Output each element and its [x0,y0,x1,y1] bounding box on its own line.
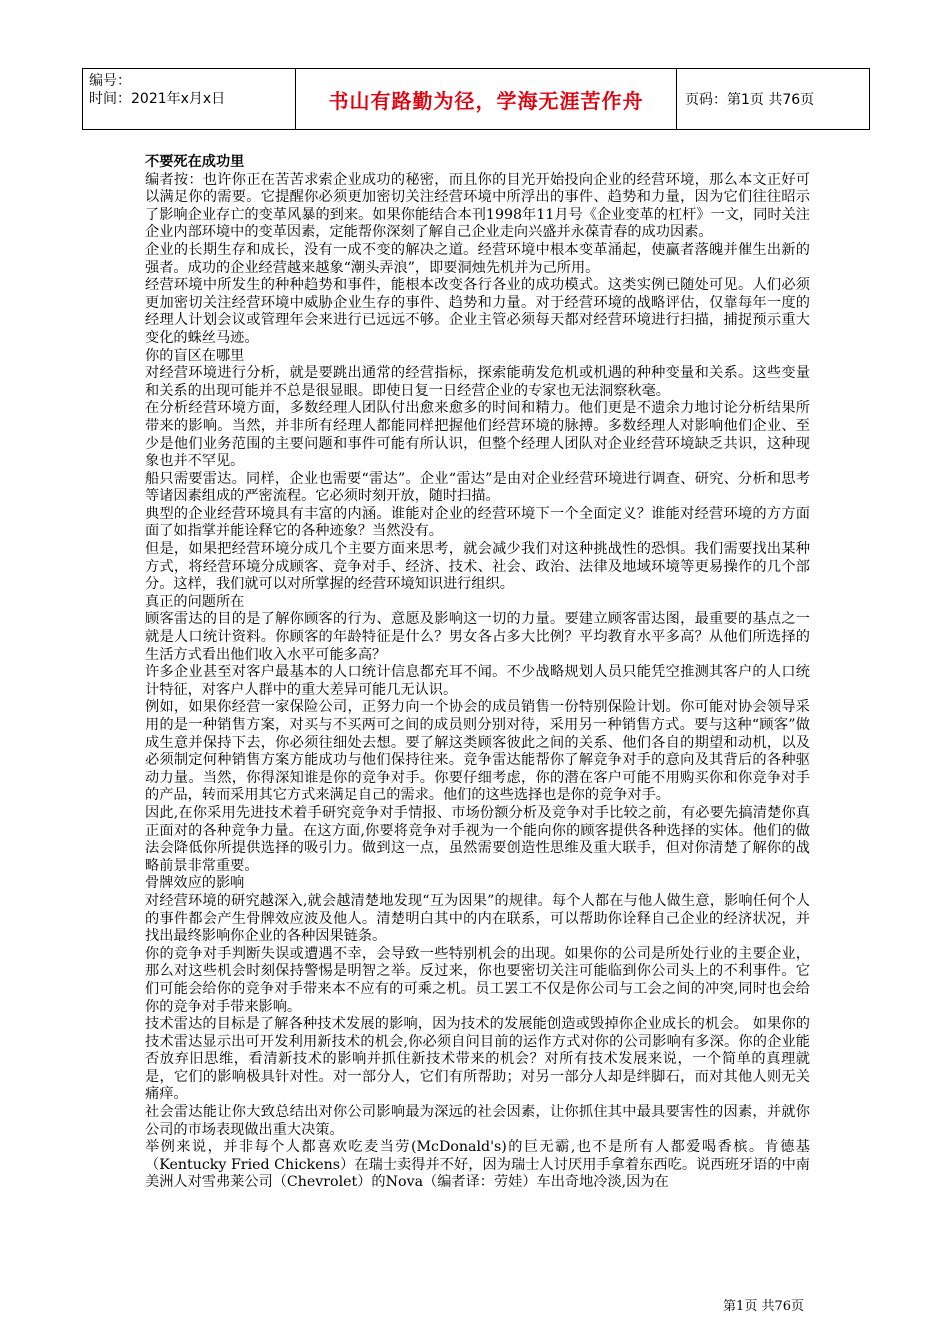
paragraph: 你的竞争对手判断失误或遭遇不幸，会导致一些特别机会的出现。如果你的公司是所处行业的主要企业，那么对这些机会时刻保持警惕是明智之举。反过来，你也要密切关注可能临到你公司头上的不利事件。它们可能会给你的竞争对手带来本不应有的可乘之机。员工罢工不仅是你公司与工会之间的冲突,同时也会给你的竞争对手带来影响。 [145,945,810,1015]
paragraph: 举例来说，并非每个人都喜欢吃麦当劳(McDonald's)的巨无霸,也不是所有人都爱喝香槟。肯德基（Kentucky Fried Chickens）在瑞士卖得并不好，因为瑞士人讨厌用手拿着东西吃。说西班牙语的中南美洲人对雪弗莱公司（Chevrolet）的Nova（编者译：劳娃）车出奇地冷淡,因为在 [145,1139,810,1191]
page-footer: 第1页 共76页 [723,1299,804,1314]
paragraph: 编者按：也许你正在苦苦求索企业成功的秘密，而且你的目光开始投向企业的经营环境，那么本文正好可以满足你的需要。它提醒你必须更加密切关注经营环境中所浮出的事件、趋势和力量，因为它们往往昭示了影响企业存亡的变革风暴的到来。如果你能结合本刊1998年11月号《企业变革的杠杆》一文，同时关注企业内部环境中的变革因素，定能帮你深刻了解自己企业走向兴盛并永葆青春的成功因素。 [145,171,810,241]
paragraph: 技术雷达的目标是了解各种技术发展的影响，因为技术的发展能创造或毁掉你企业成长的机会。 如果你的技术雷达显示出可开发利用新技术的机会,你必须自问目前的运作方式对你的公司影响有多深。你的企业能否放弃旧思维，看清新技术的影响并抓住新技术带来的机会？对所有技术发展来说，一个简单的真理就是，它们的影响极具针对性。对一部分人，它们有所帮助；对另一部分人却是绊脚石，而对其他人则无关痛痒。 [145,1016,810,1103]
paragraph: 典型的企业经营环境具有丰富的内涵。谁能对企业的经营环境下一个全面定义？谁能对经营环境的方方面面了如指掌并能诠释它的各种迹象？当然没有。 [145,505,810,540]
document-number-label: 编号： [89,73,131,89]
paragraph: 对经营环境进行分析，就是要跳出通常的经营指标，探索能萌发危机或机遇的种种变量和关系。这些变量和关系的出现可能并不总是很显眼。即使日复一日经营企业的专家也无法洞察秋毫。 [145,365,810,399]
header-page-code: 页码：第1页 共76页 [677,69,870,130]
paragraph: 船只需要雷达。同样，企业也需要“雷达”。企业“雷达”是由对企业经营环境进行调查、研究、分析和思考等诸因素组成的严密流程。它必须时刻开放，随时扫描。 [145,470,810,505]
header-meta-cell [83,69,296,130]
paragraph: 顾客雷达的目的是了解你顾客的行为、意愿及影响这一切的力量。要建立顾客雷达图，最重要的基点之一就是人口统计资料。你顾客的年龄特征是什么？男女各占多大比例？平均教育水平多高？从他们所选择的生活方式看出他们收入水平可能多高？ [145,611,810,663]
document-time-label: 时间：2021年x月x日 [89,91,226,107]
page-header [82,68,870,130]
paragraph: 但是，如果把经营环境分成几个主要方面来思考，就会减少我们对这种挑战性的恐惧。我们需要找出某种方式，将经营环境分成顾客、竞争对手、经济、技术、社会、政治、法律及地域环境等更易操作的几个部分。这样，我们就可以对所掌握的经营环境知识进行组织。 [145,541,810,593]
section-heading: 骨牌效应的影响 [145,875,245,892]
header-motto: 书山有路勤为径，学海无涯苦作舟 [296,69,677,130]
paragraph: 对经营环境的研究越深入,就会越清楚地发现“互为因果”的规律。每个人都在与他人做生意，影响任何个人的事件都会产生骨牌效应波及他人。清楚明白其中的内在联系，可以帮助你诠释自己企业的经济状况，并找出最终影响你企业的各种因果链条。 [145,892,810,945]
paragraph: 企业的长期生存和成长，没有一成不变的解决之道。经营环境中根本变革涌起，使赢者落魄并催生出新的强者。成功的企业经营越来越象“潮头弄浪”，即要洞烛先机并为己所用。 [145,241,810,276]
paragraph: 社会雷达能让你大致总结出对你公司影响最为深远的社会因素，让你抓住其中最具要害性的因素，并就你公司的市场表现做出重大决策。 [145,1104,810,1138]
section-heading: 你的盲区在哪里 [145,347,245,364]
paragraph: 例如，如果你经营一家保险公司，正努力向一个协会的成员销售一份特别保险计划。你可能对协会领导采用的是一种销售方案，对买与不买两可之间的成员则分别对待，采用另一种销售方式。要与这种“顾客”做成生意并保持下去，你必须往细处去想。要了解这类顾客彼此之间的关系、他们各自的期望和动机，以及必须制定何种销售方案方能成功与他们保持往来。竞争雷达能帮你了解竞争对手的意向及其背后的各种驱动力量。当然，你得深知谁是你的竞争对手。你要仔细考虑，你的潜在客户可能不用购买你和你竞争对手的产品，转而采用其它方式来满足自己的需求。他们的这些选择也是你的竞争对手。 [145,699,810,804]
paragraph: 因此,在你采用先进技术着手研究竞争对手情报、市场份额分析及竞争对手比较之前，有必要先搞清楚你真正面对的各种竞争力量。在这方面,你要将竞争对手视为一个能向你的顾客提供各种选择的实体。他们的做法会降低你所提供选择的吸引力。做到这一点，虽然需要创造性思维及重大联手，但对你清楚了解你的战略前景非常重要。 [145,804,810,874]
article-title: 不要死在成功里 [145,154,245,170]
paragraph: 经营环境中所发生的种种趋势和事件，能根本改变各行各业的成功模式。这类实例已随处可见。人们必须更加密切关注经营环境中威胁企业生存的事件、趋势和力量。对于经营环境的战略评估，仅靠每年一度的经理人计划会议或管理年会来进行已远远不够。企业主管必须每天都对经营环境进行扫描，捕捉预示重大变化的蛛丝马迹。 [145,277,810,346]
paragraph: 在分析经营环境方面，多数经理人团队付出愈来愈多的时间和精力。他们更是不遗余力地讨论分析结果所带来的影响。当然，并非所有经理人都能同样把握他们经营环境的脉搏。多数经理人对影响他们企业、至少是他们业务范围的主要问题和事件可能有所认识，但整个经理人团队对企业经营环境缺乏共识，这种现象也并不罕见。 [145,400,810,470]
section-heading: 真正的问题所在 [145,593,245,610]
paragraph: 许多企业甚至对客户最基本的人口统计信息都充耳不闻。不少战略规划人员只能凭空推测其客户的人口统计特征，对客户人群中的重大差异可能几无认识。 [145,664,810,698]
article-body [145,154,810,1192]
